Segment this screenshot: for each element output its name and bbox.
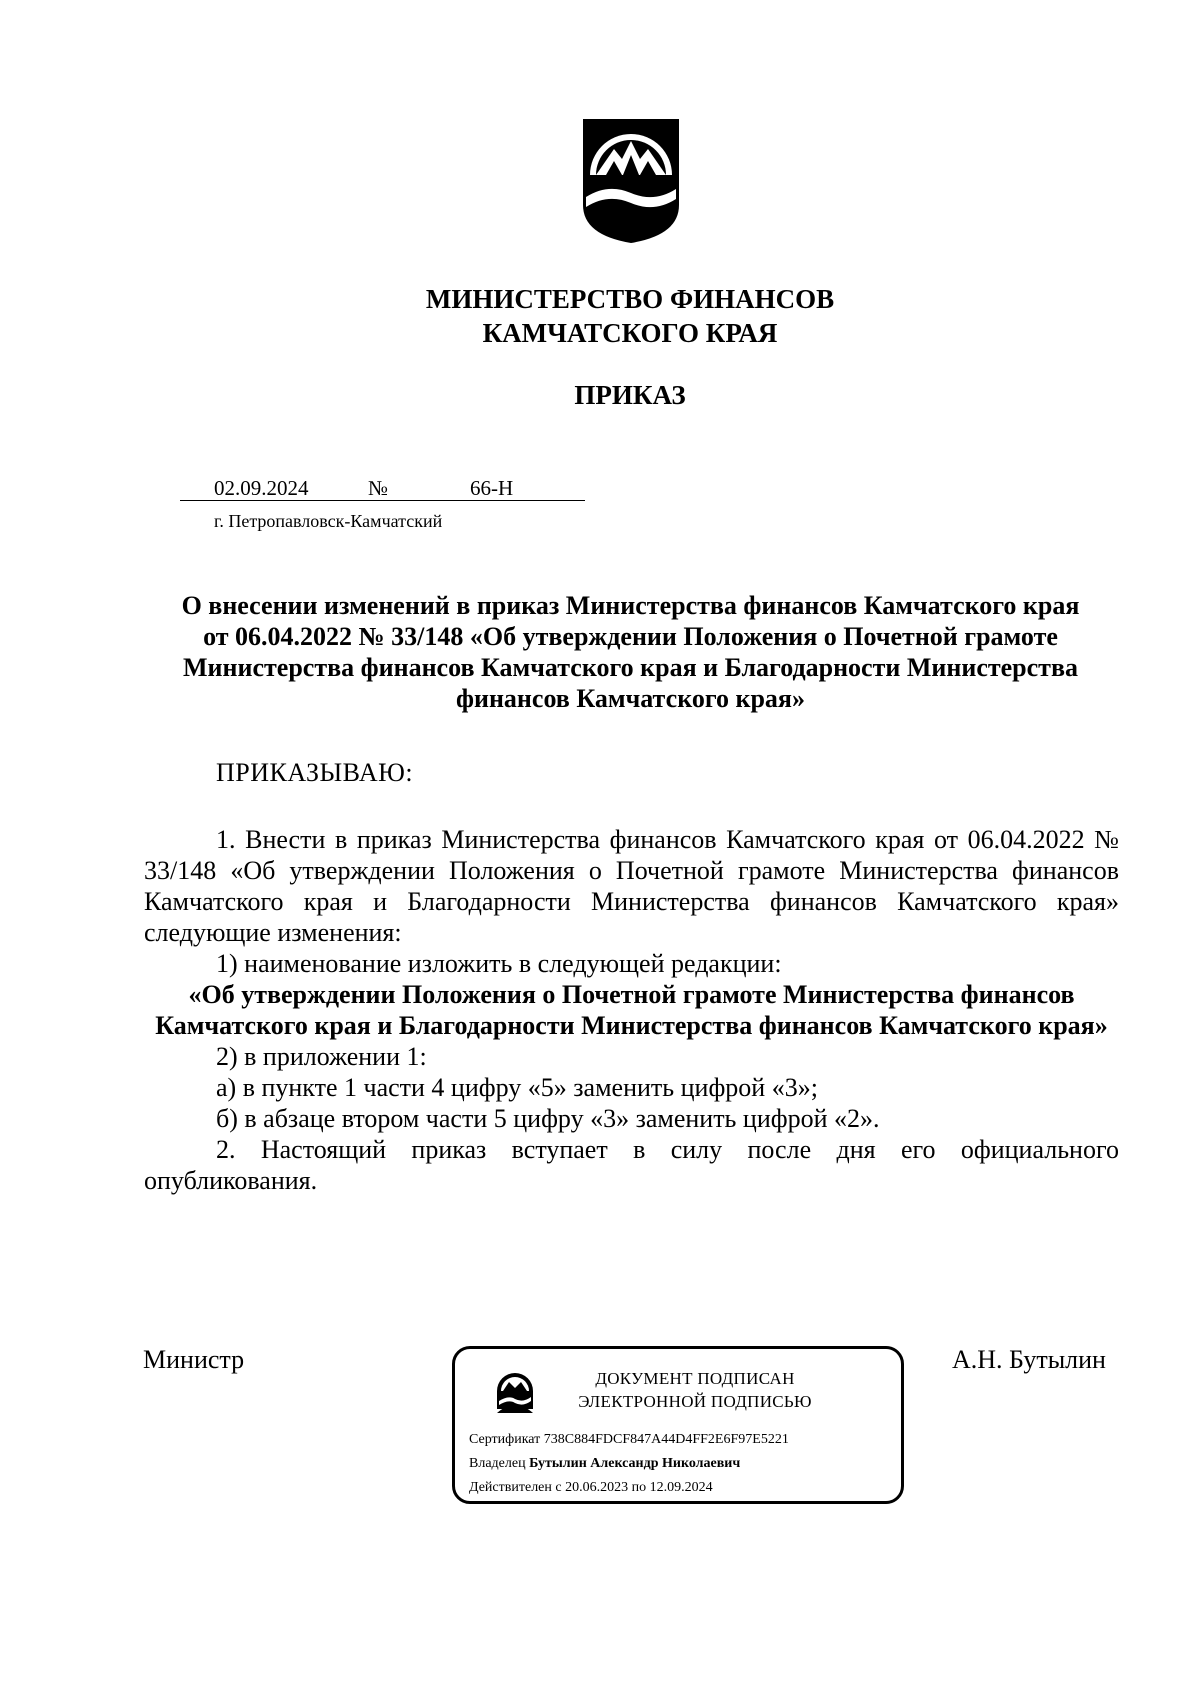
document-city: г. Петропавловск-Камчатский [214,511,443,531]
document-body [144,824,1119,1196]
paragraph-1-item-2-a: а) в пункте 1 части 4 цифру «5» заменить цифрой «3»; [216,1073,818,1102]
paragraph-1: 1. Внести в приказ Министерства финансов Камчатского края от 06.04.2022 № 33/148 «Об утверждении Положения о Почетной грамоте Министерства финансов Камчатского края и Благодарности Министерства финансов Камчатского края» следующие изменения: [144,825,1119,947]
paragraph-1-item-2: 2) в приложении 1: [216,1042,427,1071]
command-word: ПРИКАЗЫВАЮ: [216,758,414,787]
document-date: 02.09.2024 [214,476,309,500]
paragraph-1-item-1: 1) наименование изложить в следующей редакции: [216,949,782,978]
signer-name: А.Н. Бутылин [952,1345,1106,1374]
valid-label: Действителен с [469,1480,562,1495]
document-subject: О внесении изменений в приказ Министерства финансов Камчатского края от 06.04.2022 № 33/148 «Об утверждении Положения о Почетной грамоте Министерства финансов Камчатского края и Благодарности Министерства финансов Камчатского края» [181,591,1080,713]
document-number: 66-Н [470,476,514,500]
document-type: ПРИКАЗ [574,380,686,410]
ministry-heading [0,282,1200,350]
paragraph-2: 2. Настоящий приказ вступает в силу после дня его официального опубликования. [144,1135,1119,1195]
owner-value: Бутылин Александр Николаевич [529,1456,741,1471]
stamp-heading-line-1: ДОКУМЕНТ ПОДПИСАН [595,1369,795,1388]
new-title-text: «Об утверждении Положения о Почетной грамоте Министерства финансов Камчатского края и Благодарности Министерства финансов Камчатского края» [155,980,1108,1040]
valid-to-label: по [631,1480,647,1495]
valid-to: 12.09.2024 [649,1480,713,1495]
stamp-heading-line-2: ЭЛЕКТРОННОЙ ПОДПИСЬЮ [578,1392,812,1411]
paragraph-1-item-2-b: б) в абзаце втором части 5 цифру «3» заменить цифрой «2». [216,1104,880,1133]
stamp-heading [565,1367,825,1413]
ministry-line-1: МИНИСТЕРСТВО ФИНАНСОВ [425,284,835,314]
stamp-coat-of-arms-icon [493,1369,537,1417]
stamp-validity-line [469,1479,713,1497]
registration-underline [180,500,585,501]
certificate-label: Сертификат [469,1432,541,1447]
valid-from: 20.06.2023 [565,1480,629,1495]
electronic-signature-stamp [452,1346,904,1504]
signer-title: Министр [143,1345,245,1374]
registration-line [180,476,585,504]
number-sign: № [368,476,389,500]
stamp-owner-line [469,1455,740,1473]
ministry-line-2: КАМЧАТСКОГО КРАЯ [482,318,778,348]
coat-of-arms-icon [578,115,684,245]
stamp-certificate-line [469,1431,789,1449]
certificate-value: 738C884FDCF847A44D4FF2E6F97E5221 [543,1432,789,1447]
owner-label: Владелец [469,1456,526,1471]
